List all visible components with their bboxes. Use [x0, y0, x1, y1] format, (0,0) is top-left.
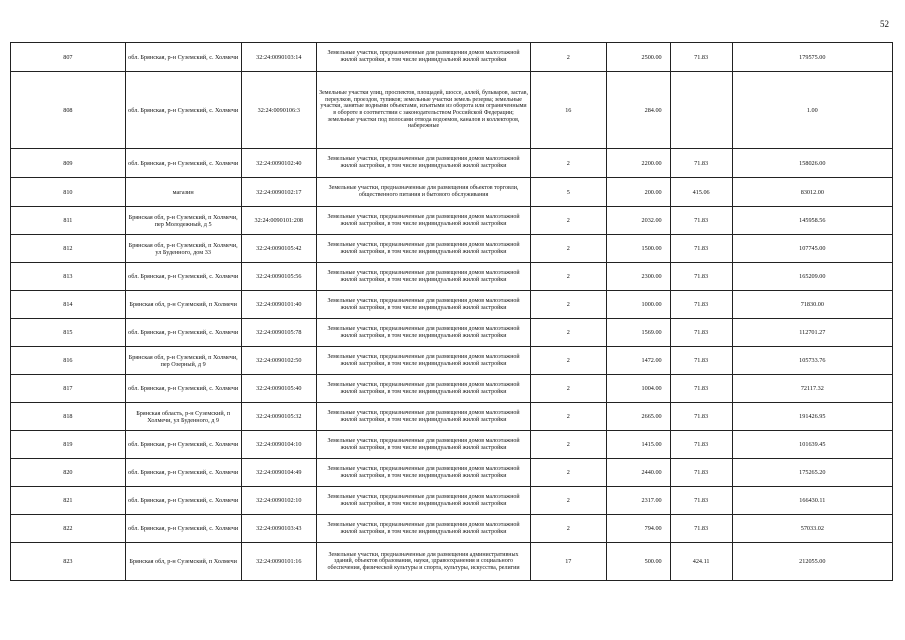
cadastral-number: 32:24:0090102:17 [241, 178, 316, 207]
use-group: 2 [531, 431, 606, 459]
cadastral-number: 32:24:0090102:10 [241, 487, 316, 515]
land-use-purpose: Земельные участки, предназначенные для размещения домов малоэтажной жилой застройки, в том числе индивидуальной жилой застройки [317, 403, 531, 431]
use-group: 16 [531, 72, 606, 149]
table-body [11, 43, 893, 581]
address-cell: обл. Брянская, р-н Суземский, с. Холмечи [125, 72, 241, 149]
address-cell: Брянская обл, р-н Суземский, п Холмечи, пер Молодежный, д 5 [125, 207, 241, 235]
row-number: 814 [11, 291, 126, 319]
cadastral-value-cell: 112701.27 [732, 319, 892, 347]
area-cell: 200.00 [606, 178, 670, 207]
land-use-purpose: Земельные участки, предназначенные для размещения домов малоэтажной жилой застройки, в том числе индивидуальной жилой застройки [317, 375, 531, 403]
area-cell: 1569.00 [606, 319, 670, 347]
land-use-purpose: Земельные участки, предназначенные для размещения объектов торговли, общественного питания и бытового обслуживания [317, 178, 531, 207]
page-number: 52 [880, 19, 889, 29]
table-row [11, 291, 893, 319]
land-use-purpose: Земельные участки, предназначенные для размещения домов малоэтажной жилой застройки, в том числе индивидуальной жилой застройки [317, 487, 531, 515]
specific-value-cell: 71.83 [670, 515, 732, 543]
area-cell: 1472.00 [606, 347, 670, 375]
table-row [11, 347, 893, 375]
cadastral-number: 32:24:0090103:43 [241, 515, 316, 543]
specific-value-cell: 71.83 [670, 459, 732, 487]
cadastral-value-cell: 72117.32 [732, 375, 892, 403]
row-number: 822 [11, 515, 126, 543]
area-cell: 2300.00 [606, 263, 670, 291]
cadastral-value-cell: 212055.00 [732, 543, 892, 581]
address-cell: обл. Брянская, р-н Суземский, с. Холмечи [125, 319, 241, 347]
table-row [11, 515, 893, 543]
row-number: 808 [11, 72, 126, 149]
cadastral-number: 32:24:0090102:50 [241, 347, 316, 375]
specific-value-cell: 71.83 [670, 487, 732, 515]
cadastral-value-cell: 83012.00 [732, 178, 892, 207]
area-cell: 1004.00 [606, 375, 670, 403]
cadastral-number: 32:24:0090102:40 [241, 149, 316, 178]
row-number: 812 [11, 235, 126, 263]
land-use-purpose: Земельные участки улиц, проспектов, площадей, шоссе, аллей, бульваров, застав, переулков, проездов, тупиков; земельные участки земель резерва; земельные участки, занятые водными объектами, изъятыми из оборота или ограниченными в обороте в соответствии с законодательством Российской Федерации; земельные участки под полосами отвода водоемов, каналов и коллекторов, набережные [317, 72, 531, 149]
table-row [11, 375, 893, 403]
use-group: 2 [531, 375, 606, 403]
cadastral-value-cell: 101639.45 [732, 431, 892, 459]
specific-value-cell: 71.83 [670, 207, 732, 235]
table-row [11, 72, 893, 149]
land-use-purpose: Земельные участки, предназначенные для размещения домов малоэтажной жилой застройки, в том числе индивидуальной жилой застройки [317, 515, 531, 543]
land-use-purpose: Земельные участки, предназначенные для размещения домов малоэтажной жилой застройки, в том числе индивидуальной жилой застройки [317, 459, 531, 487]
table-row [11, 149, 893, 178]
table-row [11, 459, 893, 487]
address-cell: обл. Брянская, р-н Суземский, с. Холмечи [125, 149, 241, 178]
cadastral-number: 32:24:0090105:42 [241, 235, 316, 263]
use-group: 2 [531, 291, 606, 319]
row-number: 821 [11, 487, 126, 515]
cadastral-value-cell: 57033.02 [732, 515, 892, 543]
use-group: 17 [531, 543, 606, 581]
specific-value-cell: 424.11 [670, 543, 732, 581]
cadastral-number: 32:24:0090105:56 [241, 263, 316, 291]
use-group: 5 [531, 178, 606, 207]
address-cell: Брянская область, р-н Суземский, п Холмечи, ул Буденного, д 9 [125, 403, 241, 431]
use-group: 2 [531, 43, 606, 72]
specific-value-cell: 71.83 [670, 347, 732, 375]
specific-value-cell: 71.83 [670, 291, 732, 319]
land-use-purpose: Земельные участки, предназначенные для размещения домов малоэтажной жилой застройки, в том числе индивидуальной жилой застройки [317, 431, 531, 459]
cadastral-number: 32:24:0090105:78 [241, 319, 316, 347]
cadastral-number: 32:24:0090101:16 [241, 543, 316, 581]
land-use-purpose: Земельные участки, предназначенные для размещения домов малоэтажной жилой застройки, в том числе индивидуальной жилой застройки [317, 149, 531, 178]
specific-value-cell: 71.83 [670, 375, 732, 403]
cadastral-value-cell: 165209.00 [732, 263, 892, 291]
land-use-purpose: Земельные участки, предназначенные для размещения домов малоэтажной жилой застройки, в том числе индивидуальной жилой застройки [317, 43, 531, 72]
row-number: 813 [11, 263, 126, 291]
address-cell: обл. Брянская, р-н Суземский, с. Холмечи [125, 263, 241, 291]
area-cell: 500.00 [606, 543, 670, 581]
use-group: 2 [531, 487, 606, 515]
area-cell: 2200.00 [606, 149, 670, 178]
specific-value-cell: 71.83 [670, 319, 732, 347]
use-group: 2 [531, 319, 606, 347]
specific-value-cell: 71.83 [670, 149, 732, 178]
specific-value-cell: 71.83 [670, 403, 732, 431]
table-row [11, 43, 893, 72]
address-cell: обл. Брянская, р-н Суземский, с. Холмечи [125, 459, 241, 487]
use-group: 2 [531, 207, 606, 235]
row-number: 816 [11, 347, 126, 375]
row-number: 815 [11, 319, 126, 347]
cadastral-value-cell: 105733.76 [732, 347, 892, 375]
area-cell: 2032.00 [606, 207, 670, 235]
specific-value-cell [670, 72, 732, 149]
cadastral-number: 32:24:0090103:14 [241, 43, 316, 72]
row-number: 807 [11, 43, 126, 72]
use-group: 2 [531, 347, 606, 375]
use-group: 2 [531, 403, 606, 431]
specific-value-cell: 71.83 [670, 235, 732, 263]
cadastral-value-cell: 145958.56 [732, 207, 892, 235]
area-cell: 284.00 [606, 72, 670, 149]
specific-value-cell: 71.83 [670, 43, 732, 72]
land-use-purpose: Земельные участки, предназначенные для размещения домов малоэтажной жилой застройки, в том числе индивидуальной жилой застройки [317, 319, 531, 347]
row-number: 818 [11, 403, 126, 431]
cadastral-number: 32:24:0090101:208 [241, 207, 316, 235]
use-group: 2 [531, 459, 606, 487]
use-group: 2 [531, 149, 606, 178]
land-use-purpose: Земельные участки, предназначенные для размещения административных зданий, объектов образования, науки, здравоохранения и социального обеспечения, физической культуры и спорта, культуры, искусства, религии [317, 543, 531, 581]
table-row [11, 543, 893, 581]
land-use-purpose: Земельные участки, предназначенные для размещения домов малоэтажной жилой застройки, в том числе индивидуальной жилой застройки [317, 263, 531, 291]
table-row [11, 178, 893, 207]
address-cell: обл. Брянская, р-н Суземский, с. Холмечи [125, 375, 241, 403]
cadastral-number: 32:24:0090101:40 [241, 291, 316, 319]
use-group: 2 [531, 515, 606, 543]
area-cell: 2500.00 [606, 43, 670, 72]
cadastral-value-cell: 71830.00 [732, 291, 892, 319]
row-number: 820 [11, 459, 126, 487]
cadastral-value-cell: 1.00 [732, 72, 892, 149]
specific-value-cell: 415.06 [670, 178, 732, 207]
table-row [11, 431, 893, 459]
table-row [11, 319, 893, 347]
land-use-purpose: Земельные участки, предназначенные для размещения домов малоэтажной жилой застройки, в том числе индивидуальной жилой застройки [317, 207, 531, 235]
cadastral-value-cell: 107745.00 [732, 235, 892, 263]
land-use-purpose: Земельные участки, предназначенные для размещения домов малоэтажной жилой застройки, в том числе индивидуальной жилой застройки [317, 235, 531, 263]
cadastral-value-cell: 158026.00 [732, 149, 892, 178]
area-cell: 1000.00 [606, 291, 670, 319]
address-cell: обл. Брянская, р-н Суземский, с. Холмечи [125, 515, 241, 543]
address-cell: Брянская обл, р-н Суземский, п Холмечи [125, 543, 241, 581]
cadastral-value-cell: 175265.20 [732, 459, 892, 487]
row-number: 817 [11, 375, 126, 403]
table-row [11, 207, 893, 235]
cadastral-number: 32:24:0090105:40 [241, 375, 316, 403]
address-cell: Брянская обл, р-н Суземский, п Холмечи [125, 291, 241, 319]
specific-value-cell: 71.83 [670, 431, 732, 459]
cadastral-number: 32:24:0090105:32 [241, 403, 316, 431]
land-plots-table [10, 42, 893, 581]
table-row [11, 403, 893, 431]
cadastral-number: 32:24:0090106:3 [241, 72, 316, 149]
cadastral-value-cell: 179575.00 [732, 43, 892, 72]
address-cell: обл. Брянская, р-н Суземский, с. Холмечи [125, 43, 241, 72]
address-cell: Брянская обл, р-н Суземский, п Холмечи, ул Буденного, дом 33 [125, 235, 241, 263]
area-cell: 1415.00 [606, 431, 670, 459]
land-use-purpose: Земельные участки, предназначенные для размещения домов малоэтажной жилой застройки, в том числе индивидуальной жилой застройки [317, 291, 531, 319]
cadastral-value-cell: 191426.95 [732, 403, 892, 431]
row-number: 811 [11, 207, 126, 235]
address-cell: Брянская обл, р-н Суземский, п Холмечи, пер Озерный, д 9 [125, 347, 241, 375]
area-cell: 794.00 [606, 515, 670, 543]
use-group: 2 [531, 235, 606, 263]
table-row [11, 487, 893, 515]
row-number: 809 [11, 149, 126, 178]
address-cell: магазин [125, 178, 241, 207]
use-group: 2 [531, 263, 606, 291]
cadastral-number: 32:24:0090104:10 [241, 431, 316, 459]
table-row [11, 263, 893, 291]
specific-value-cell: 71.83 [670, 263, 732, 291]
area-cell: 2440.00 [606, 459, 670, 487]
area-cell: 1500.00 [606, 235, 670, 263]
land-use-purpose: Земельные участки, предназначенные для размещения домов малоэтажной жилой застройки, в том числе индивидуальной жилой застройки [317, 347, 531, 375]
area-cell: 2665.00 [606, 403, 670, 431]
table-row [11, 235, 893, 263]
area-cell: 2317.00 [606, 487, 670, 515]
cadastral-number: 32:24:0090104:49 [241, 459, 316, 487]
row-number: 810 [11, 178, 126, 207]
address-cell: обл. Брянская, р-н Суземский, с. Холмечи [125, 431, 241, 459]
address-cell: обл. Брянская, р-н Суземский, с. Холмечи [125, 487, 241, 515]
row-number: 819 [11, 431, 126, 459]
cadastral-value-cell: 166430.11 [732, 487, 892, 515]
row-number: 823 [11, 543, 126, 581]
